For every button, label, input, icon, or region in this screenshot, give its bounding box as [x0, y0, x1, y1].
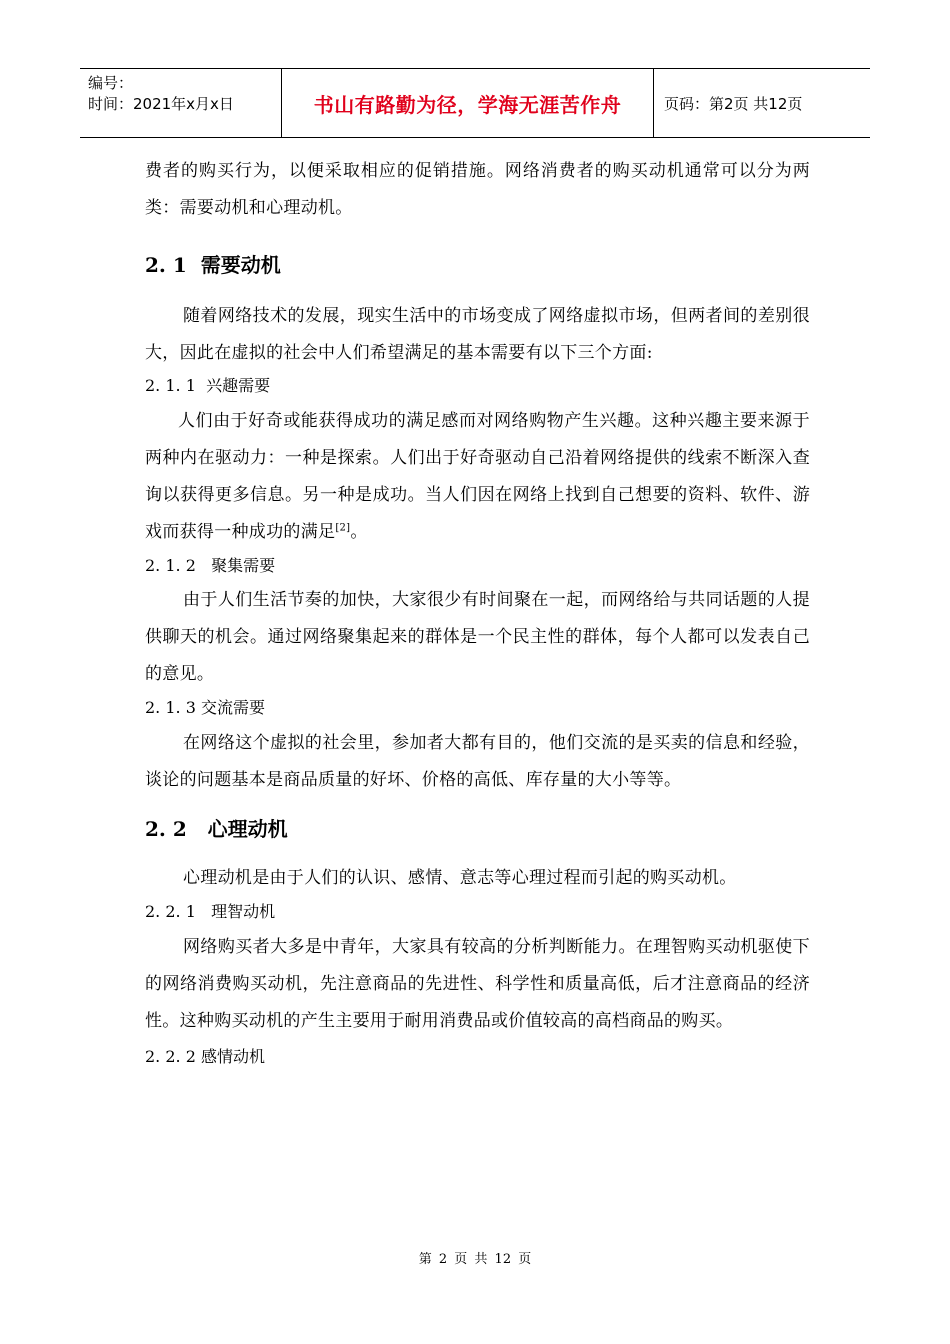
document-body: [145, 150, 810, 1070]
document-date: 时间：2021年x月x日: [88, 95, 234, 113]
subsection-paragraph: 网络购买者大多是中青年，大家具有较高的分析判断能力。在理智购买动机驱使下的网络消费购买动机，先注意商品的先进性、科学性和质量高低，后才注意商品的经济性。这种购买动机的产生主要用于耐用消费品或价值较高的高档商品的购买。: [145, 937, 810, 1031]
document-number-label: 编号：: [88, 74, 134, 92]
section-title: 心理动机: [207, 817, 288, 841]
subsection-heading-2-1-3: [145, 695, 810, 721]
page-footer: 第 2 页 共 12 页: [418, 1252, 532, 1267]
subsection-paragraph: 由于人们生活节奏的加快，大家很少有时间聚在一起，而网络给与共同话题的人提供聊天的机会。通过网络聚集起来的群体是一个民主性的群体，每个人都可以发表自己的意见。: [145, 590, 810, 684]
subsection-title: 感情动机: [200, 1047, 265, 1066]
subsection-heading-2-1-1: [145, 373, 810, 399]
section-title: 需要动机: [200, 253, 281, 277]
subsection-heading-2-1-2: [145, 553, 810, 579]
subsection-number: 2. 2. 1: [145, 902, 196, 921]
paragraph-text: 人们由于好奇或能获得成功的满足感而对网络购物产生兴趣。这种兴趣主要来源于两种内在驱动力：一种是探索。人们出于好奇驱动自己沿着网络提供的线索不断深入查询以获得更多信息。另一种是成功。当人们因在网络上找到自己想要的资料、软件、游戏而获得一种成功的满足: [145, 411, 810, 542]
citation-mark: [2]: [335, 522, 351, 534]
subsection-number: 2. 2. 2: [145, 1047, 196, 1066]
header-page-info: 页码：第2页 共12页: [664, 94, 803, 113]
section-number: 2. 1: [145, 253, 187, 277]
section-paragraph: 随着网络技术的发展，现实生活中的市场变成了网络虚拟市场，但两者间的差别很大，因此在虚拟的社会中人们希望满足的基本需要有以下三个方面:: [145, 306, 810, 363]
subsection-paragraph: [145, 403, 810, 551]
section-heading-2-1: [145, 250, 810, 280]
subsection-number: 2. 1. 2: [145, 556, 196, 575]
paragraph-tail: 。: [350, 522, 368, 542]
subsection-heading-2-2-2: [145, 1044, 810, 1070]
subsection-paragraph: 在网络这个虚拟的社会里，参加者大都有目的，他们交流的是买卖的信息和经验，谈论的问题基本是商品质量的好坏、价格的高低、库存量的大小等等。: [145, 733, 810, 790]
subsection-title: 交流需要: [200, 698, 265, 717]
page-header: [80, 68, 870, 138]
subsection-heading-2-2-1: [145, 899, 810, 925]
subsection-title: 兴趣需要: [206, 376, 271, 395]
header-motto: 书山有路勤为径，学海无涯苦作舟: [282, 69, 654, 137]
section-paragraph: 心理动机是由于人们的认识、感情、意志等心理过程而引起的购买动机。: [183, 868, 737, 888]
subsection-number: 2. 1. 3: [145, 698, 196, 717]
header-meta: [80, 69, 282, 137]
section-number: 2. 2: [145, 817, 187, 841]
intro-paragraph: 费者的购买行为，以便采取相应的促销措施。网络消费者的购买动机通常可以分为两类：需要动机和心理动机。: [145, 161, 810, 218]
subsection-title: 聚集需要: [211, 556, 276, 575]
section-heading-2-2: [145, 814, 810, 844]
subsection-number: 2. 1. 1: [145, 376, 196, 395]
subsection-title: 理智动机: [211, 902, 276, 921]
